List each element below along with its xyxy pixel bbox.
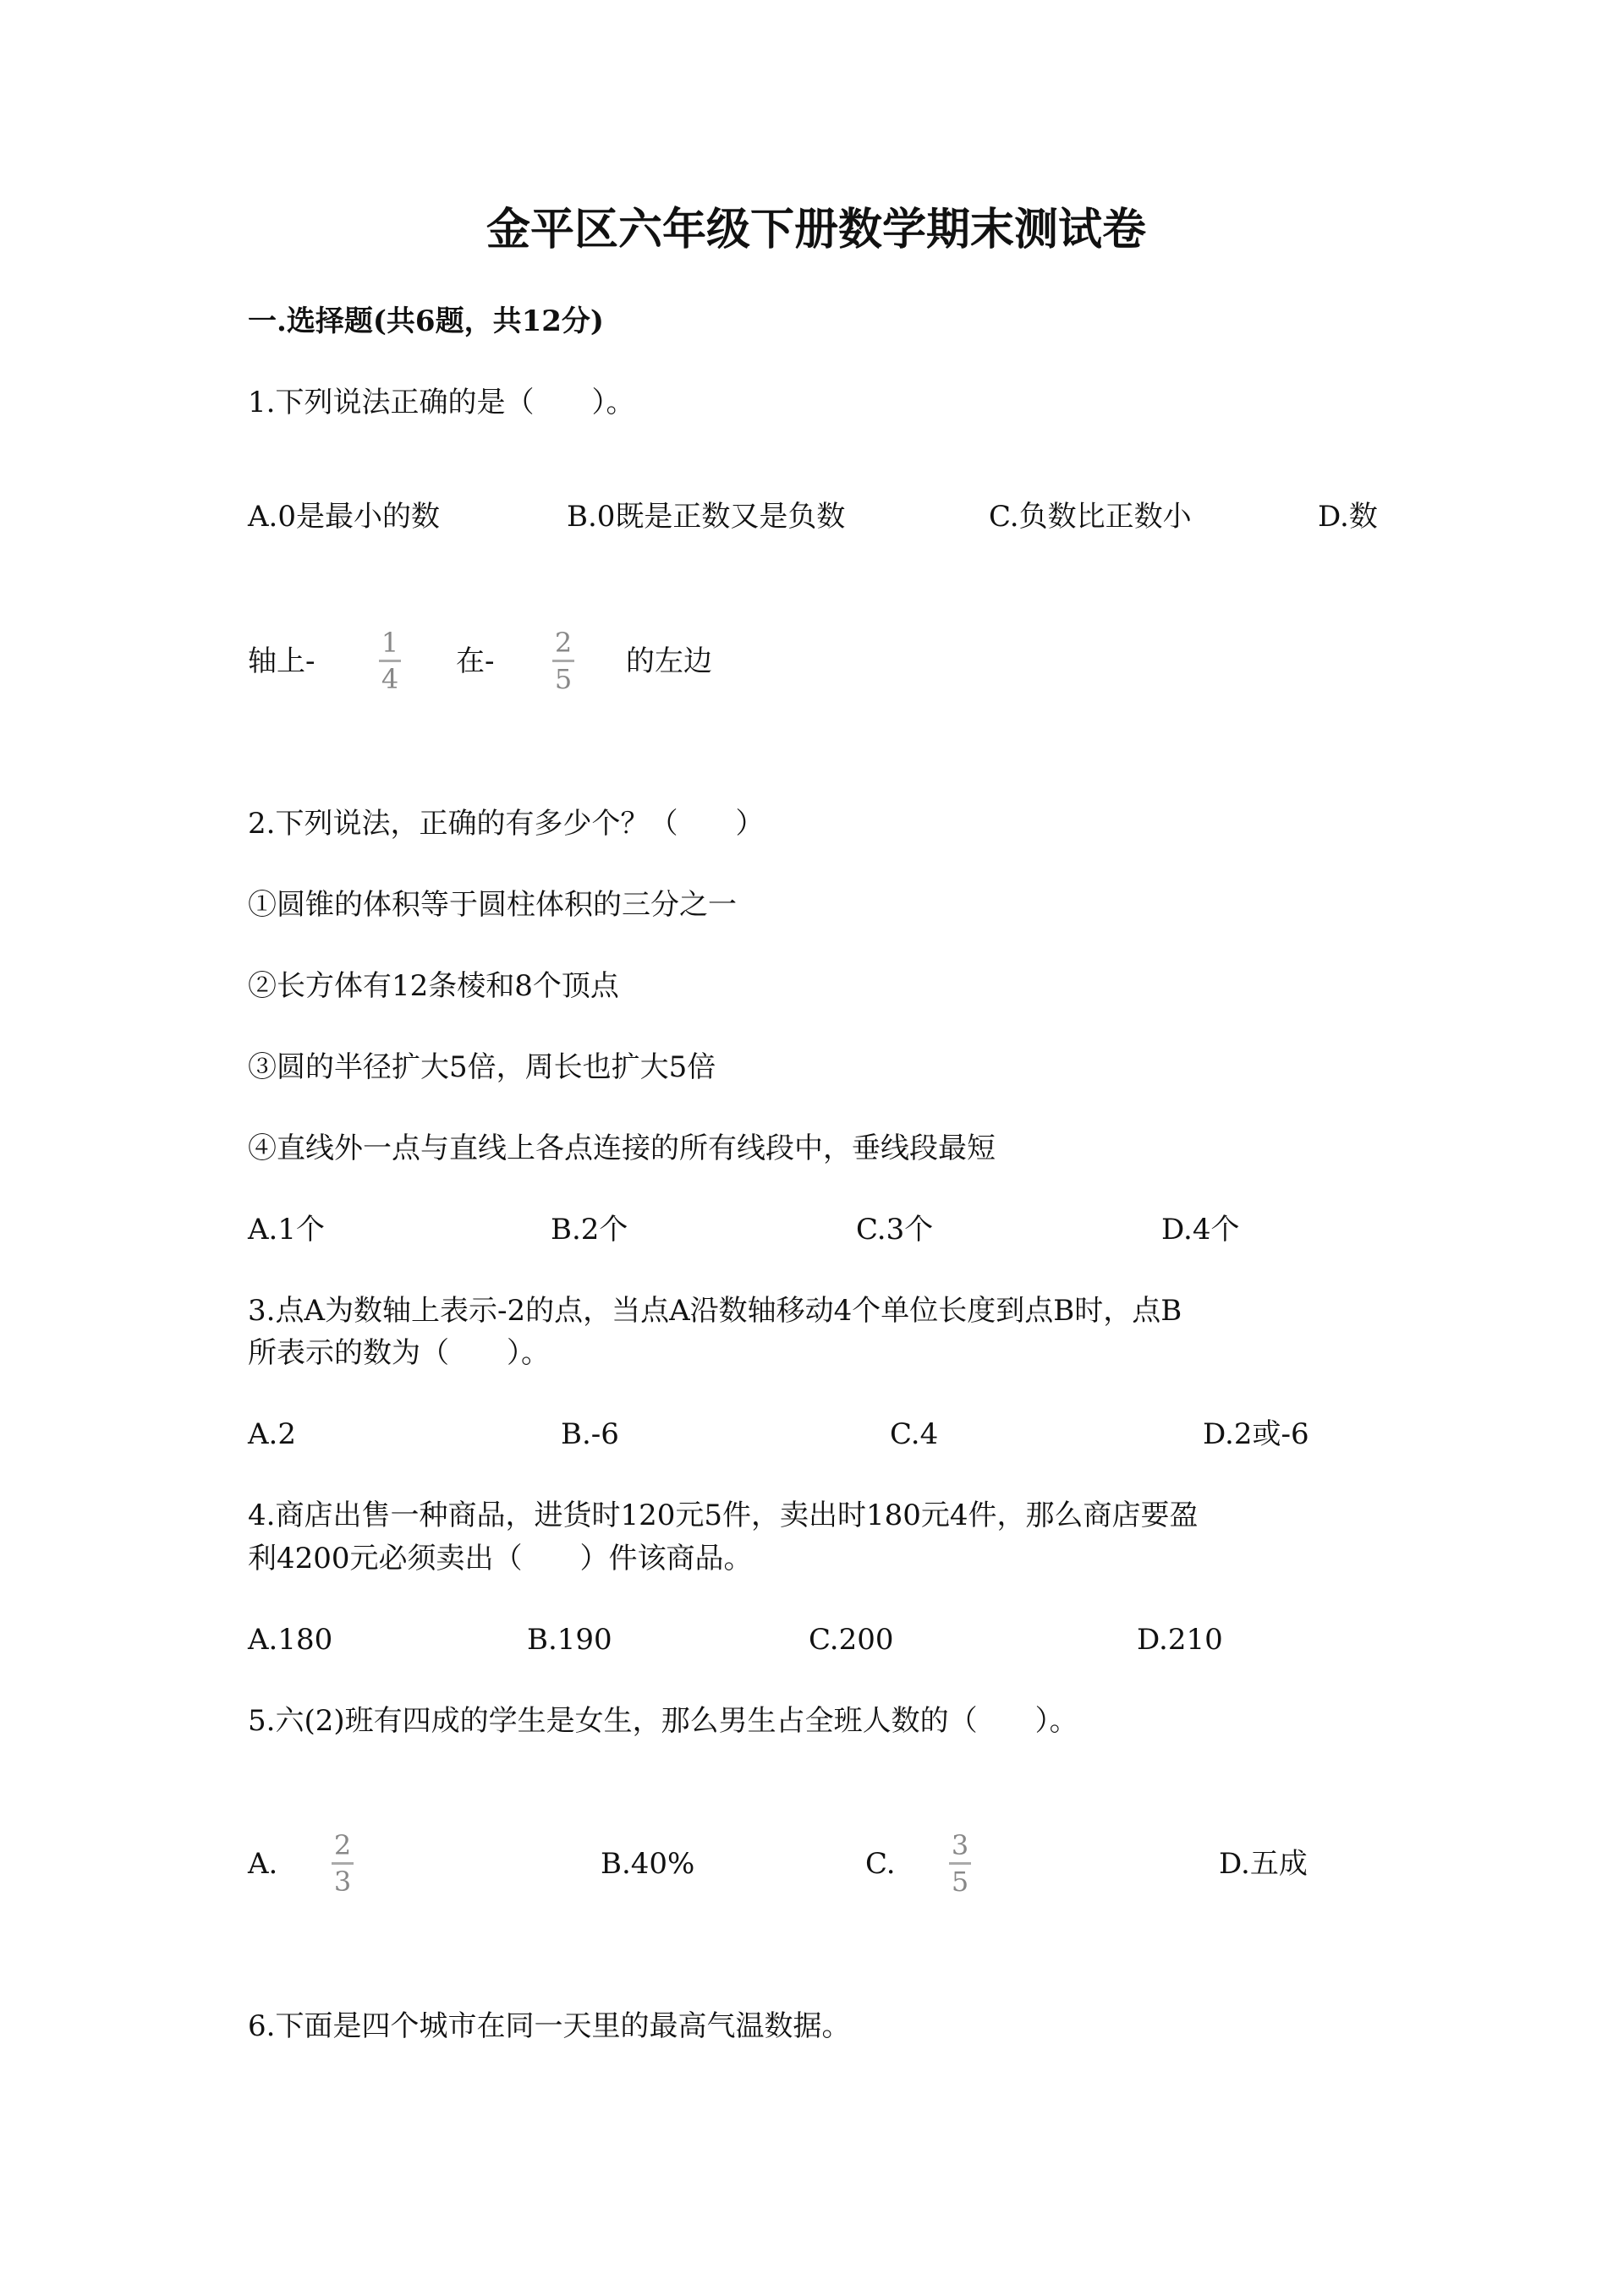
q2-statement-2: ②长方体有12条棱和8个顶点 [248,969,619,1003]
q2-statement-1: ①圆锥的体积等于圆柱体积的三分之一 [248,888,737,922]
fraction-bar [949,1862,971,1865]
q1-option-d-cont-3: 的左边 [626,644,712,678]
q5-option-c: C. [865,1847,896,1881]
section-heading: 一.选择题(共6题，共12分) [248,304,604,338]
q2-option-c: C.3个 [856,1213,934,1247]
numerator: 1 [381,627,399,659]
q2-option-d: D.4个 [1161,1213,1240,1247]
q4-option-b: B.190 [527,1623,612,1657]
question-4-stem-line2: 利4200元必须卖出（ ）件该商品。 [248,1542,753,1575]
denominator: 4 [381,663,399,695]
q4-option-a: A.180 [248,1623,333,1657]
q1-option-c: C.负数比正数小 [989,500,1192,534]
q1-option-b: B.0既是正数又是负数 [567,500,846,534]
question-6-stem: 6.下面是四个城市在同一天里的最高气温数据。 [248,2009,851,2043]
numerator: 2 [333,1829,352,1861]
denominator: 5 [554,663,573,695]
question-2-stem: 2.下列说法，正确的有多少个？（ ） [248,807,765,841]
q3-option-c: C.4 [890,1417,939,1451]
q3-option-a: A.2 [248,1417,296,1451]
q1-option-a: A.0是最小的数 [248,500,440,534]
question-3-stem-line2: 所表示的数为（ ）。 [248,1336,550,1370]
denominator: 5 [951,1866,969,1898]
fraction-1-4 [379,627,401,694]
fraction-bar [379,660,401,662]
q5-option-b: B.40% [601,1847,695,1881]
q1-option-d: D.数 [1318,500,1378,534]
question-4-stem-line1: 4.商店出售一种商品，进货时120元5件，卖出时180元4件，那么商店要盈 [248,1499,1199,1532]
q5-option-d: D.五成 [1219,1847,1308,1881]
q4-option-c: C.200 [809,1623,894,1657]
q4-option-d: D.210 [1137,1623,1223,1657]
q2-statement-3: ③圆的半径扩大5倍，周长也扩大5倍 [248,1050,716,1084]
numerator: 2 [554,627,573,659]
question-1-stem: 1.下列说法正确的是（ ）。 [248,386,635,419]
fraction-2-5 [552,627,574,694]
denominator: 3 [333,1866,352,1898]
question-5-stem: 5.六(2)班有四成的学生是女生，那么男生占全班人数的（ ）。 [248,1704,1078,1738]
q1-option-d-cont: 轴上- [248,644,315,678]
q2-option-a: A.1个 [248,1213,325,1247]
fraction-bar [552,660,574,662]
q2-statement-4: ④直线外一点与直线上各点连接的所有线段中，垂线段最短 [248,1132,996,1165]
numerator: 3 [951,1829,969,1861]
q1-option-d-cont-2: 在- [456,644,495,678]
question-3-stem-line1: 3.点A为数轴上表示-2的点，当点A沿数轴移动4个单位长度到点B时，点B [248,1294,1182,1328]
q3-option-b: B.-6 [561,1417,619,1451]
fraction-bar [332,1862,354,1865]
q3-option-d: D.2或-6 [1203,1417,1309,1451]
fraction-2-3 [332,1830,354,1897]
fraction-3-5 [949,1830,971,1897]
q5-option-a: A. [248,1847,278,1881]
page-title: 金平区六年级下册数学期末测试卷 [486,204,1146,255]
q2-option-b: B.2个 [551,1213,628,1247]
